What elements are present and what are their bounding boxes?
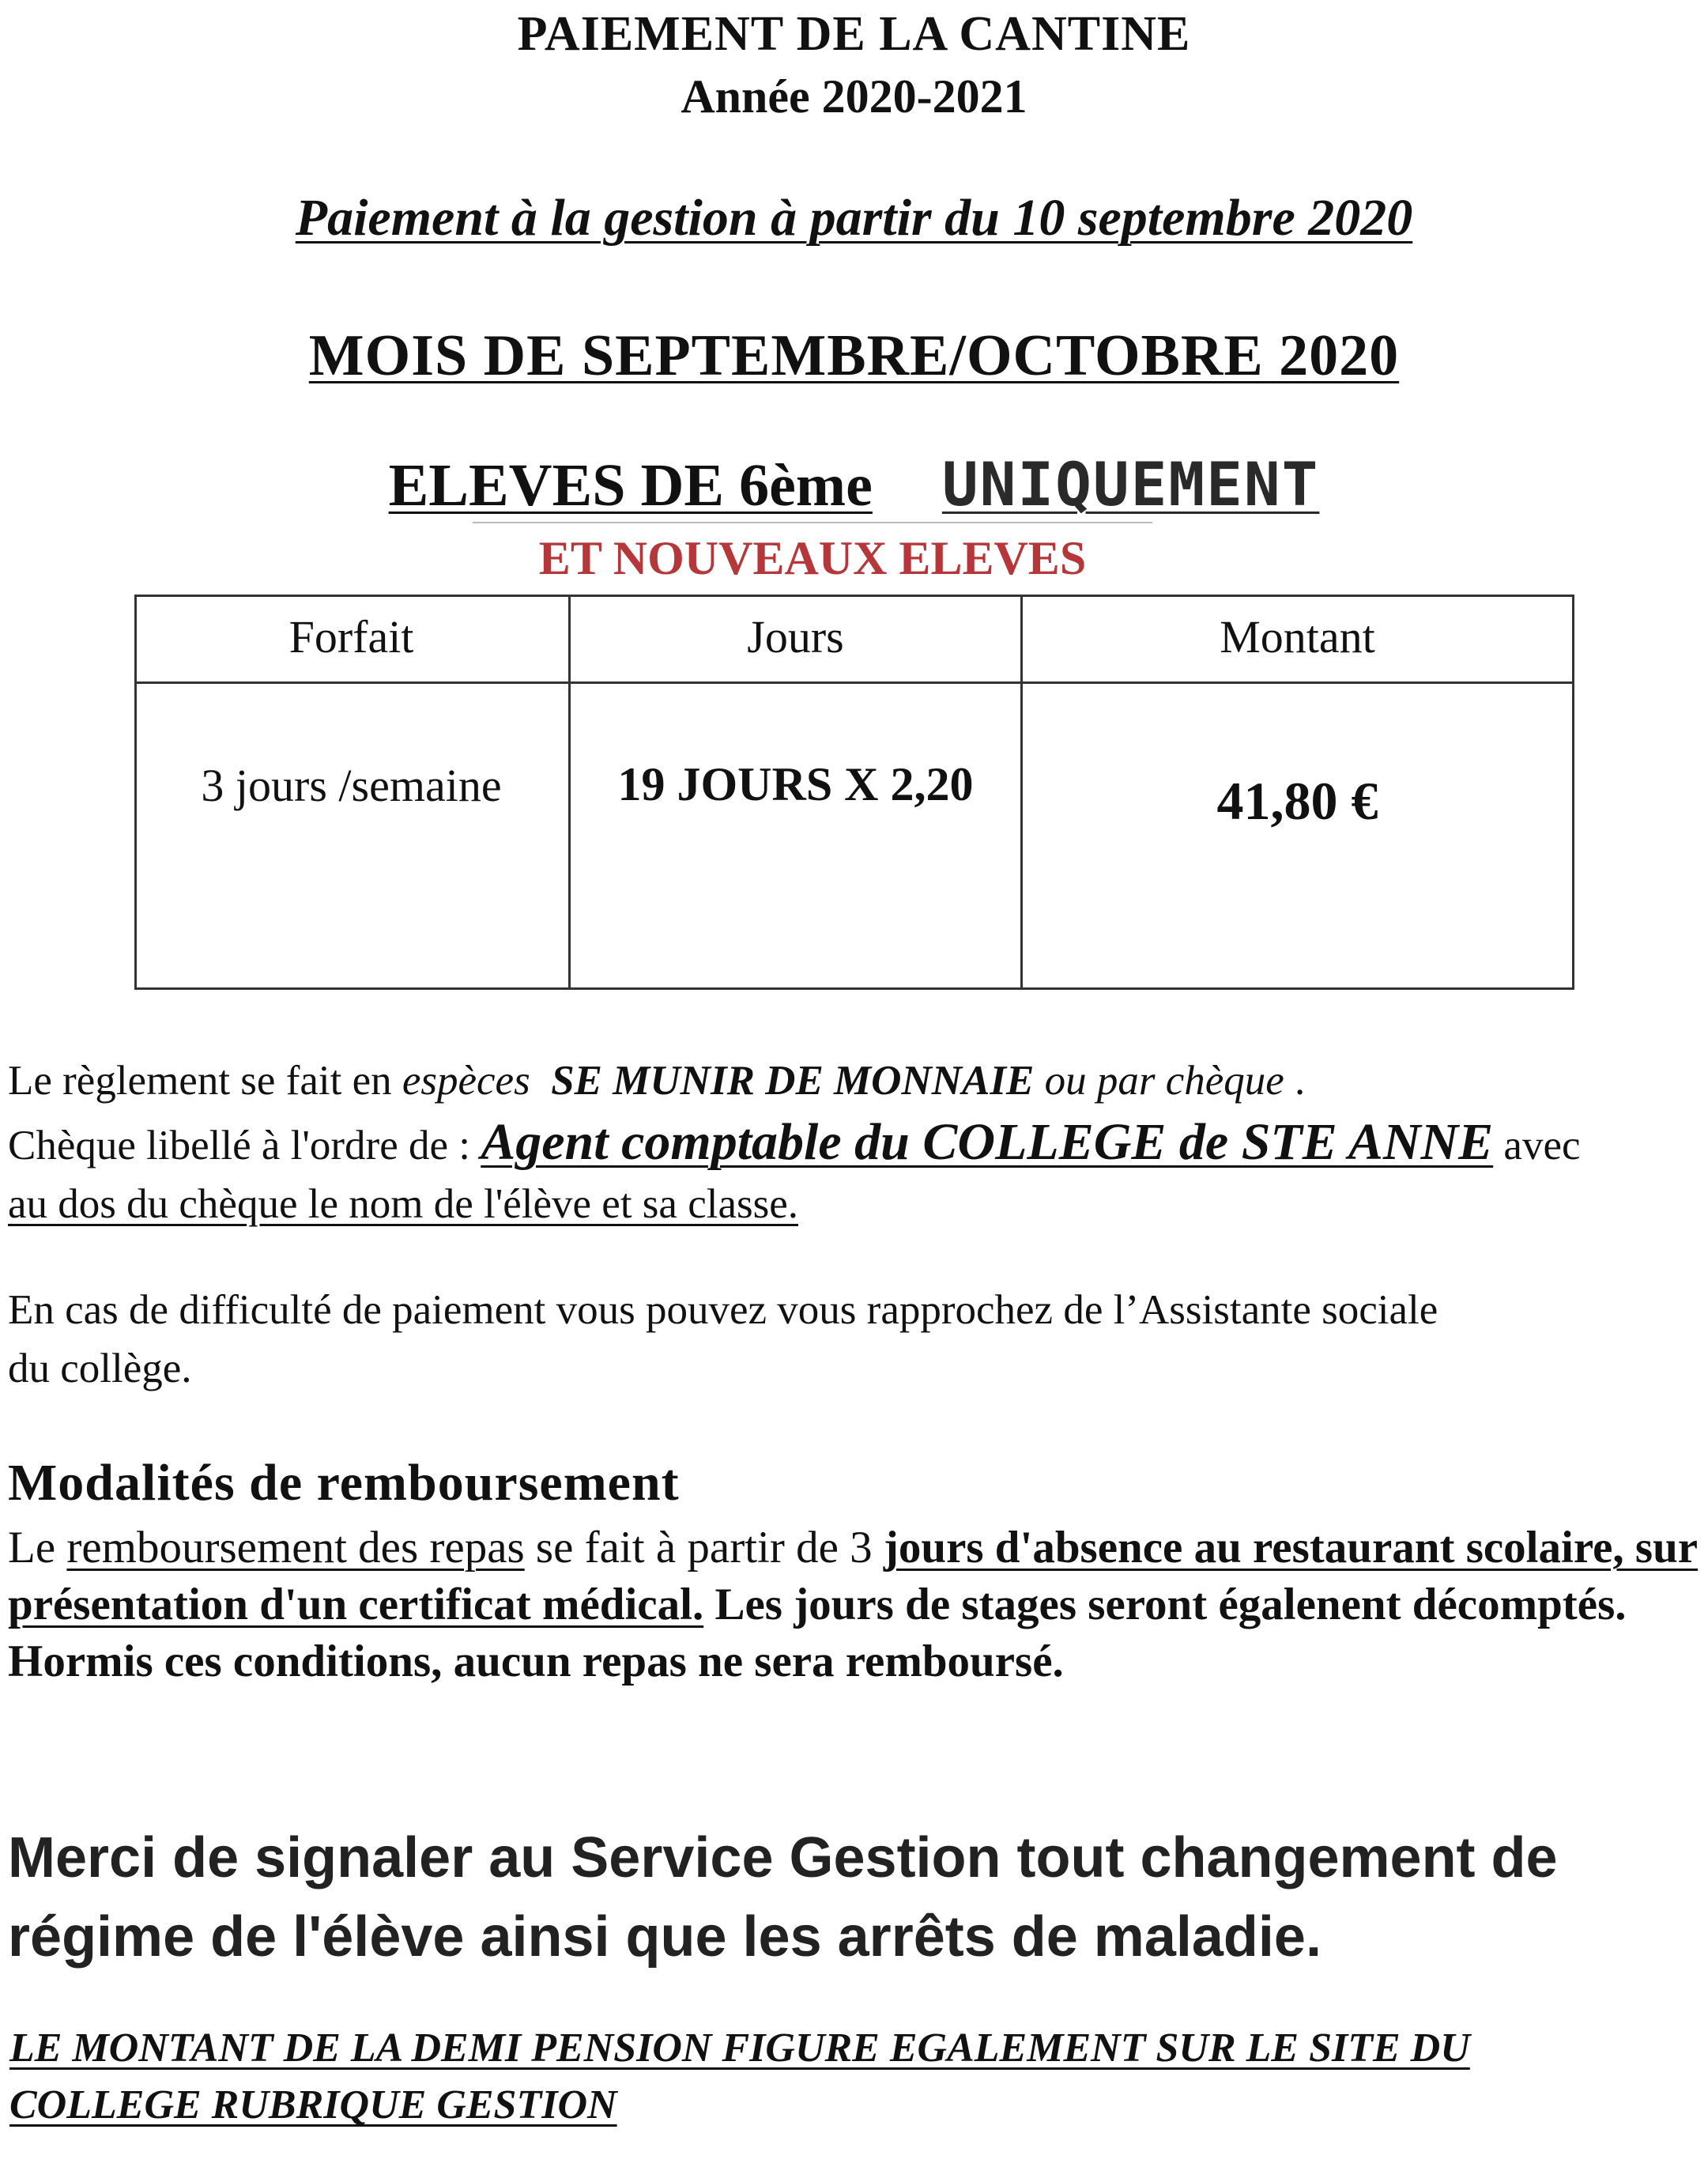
pupils-heading xyxy=(0,449,1708,520)
difficulty-line-1: En cas de difficulté de paiement vous pouvez vous rapprochez de l’Assistante sociale xyxy=(8,1287,1438,1333)
footer-line-1: LE MONTANT DE LA DEMI PENSION FIGURE EGALEMENT SUR LE SITE DU xyxy=(9,2025,1470,2071)
school-year: Année 2020-2021 xyxy=(681,70,1027,123)
cash-text: espèces xyxy=(402,1058,530,1104)
notice-line-1: Merci de signaler au Service Gestion tout changement de xyxy=(8,1826,1558,1890)
cheque-text: ou par chèque xyxy=(1034,1058,1284,1104)
cheque-back-text: au dos du chèque le nom de l'élève et sa classe. xyxy=(8,1181,798,1227)
cheque-order-text: Chèque libellé à l'ordre de : xyxy=(8,1123,481,1168)
payment-instructions xyxy=(8,1051,1699,1233)
footer-line-2: COLLEGE RUBRIQUE GESTION xyxy=(9,2082,617,2127)
payment-method-text: Le règlement se fait en xyxy=(8,1058,402,1104)
fee-table xyxy=(134,595,1574,990)
payment-line-2 xyxy=(8,1113,1699,1175)
pupils-prefix: ELEVES DE 6ème xyxy=(388,452,873,519)
refund-internship-text: Les jours de stages seront égalenent décomptés. xyxy=(703,1580,1627,1629)
refund-heading: Modalités de remboursement xyxy=(8,1454,680,1512)
months-heading xyxy=(0,323,1708,390)
notice-line-2: régime de l'élève ainsi que les arrêts de maladie. xyxy=(8,1905,1322,1969)
refund-exclusion-text: Hormis ces conditions, aucun repas ne sera remboursé. xyxy=(8,1637,1064,1686)
pupils-stamp: UNIQUEMENT xyxy=(941,449,1320,519)
payment-line-3 xyxy=(8,1175,1699,1233)
footer-note xyxy=(9,2020,1701,2134)
refund-text-c: se fait à partir de 3 xyxy=(524,1523,884,1572)
difficulty-line-2: du collège. xyxy=(8,1346,192,1391)
payment-start-note xyxy=(0,188,1708,248)
payment-line-1 xyxy=(8,1051,1699,1110)
column-header-forfait: Forfait xyxy=(288,611,414,663)
cell-jours: 19 JOURS X 2,20 xyxy=(617,758,974,810)
notice-paragraph xyxy=(8,1818,1707,1976)
refund-meals-text: remboursement des repas xyxy=(66,1523,525,1572)
cell-montant: 41,80 € xyxy=(1216,771,1378,831)
payment-line-2-end: avec xyxy=(1493,1123,1581,1168)
months-text: MOIS DE SEPTEMBRE/OCTOBRE 2020 xyxy=(308,323,1400,388)
payment-start-text: Paiement à la gestion à partir du 10 septembre 2020 xyxy=(295,189,1413,247)
column-header-montant: Montant xyxy=(1220,611,1375,663)
column-header-jours: Jours xyxy=(747,611,844,663)
cell-forfait: 3 jours /semaine xyxy=(201,760,502,811)
bring-change-text: SE MUNIR DE MONNAIE xyxy=(551,1058,1035,1104)
payment-line-1-end: . xyxy=(1284,1058,1306,1104)
refund-body xyxy=(8,1520,1703,1690)
difficulty-paragraph xyxy=(8,1281,1699,1398)
document-title: PAIEMENT DE LA CANTINE xyxy=(517,7,1191,61)
refund-text-a: Le xyxy=(8,1523,67,1572)
new-pupils-label: ET NOUVEAUX ELEVES xyxy=(538,532,1087,584)
refund-condition-text: jours d'absence au restaurant scolaire, sur présentation d'un certificat médical. xyxy=(8,1523,1699,1629)
payee-name: Agent comptable du COLLEGE de STE ANNE xyxy=(481,1113,1494,1171)
